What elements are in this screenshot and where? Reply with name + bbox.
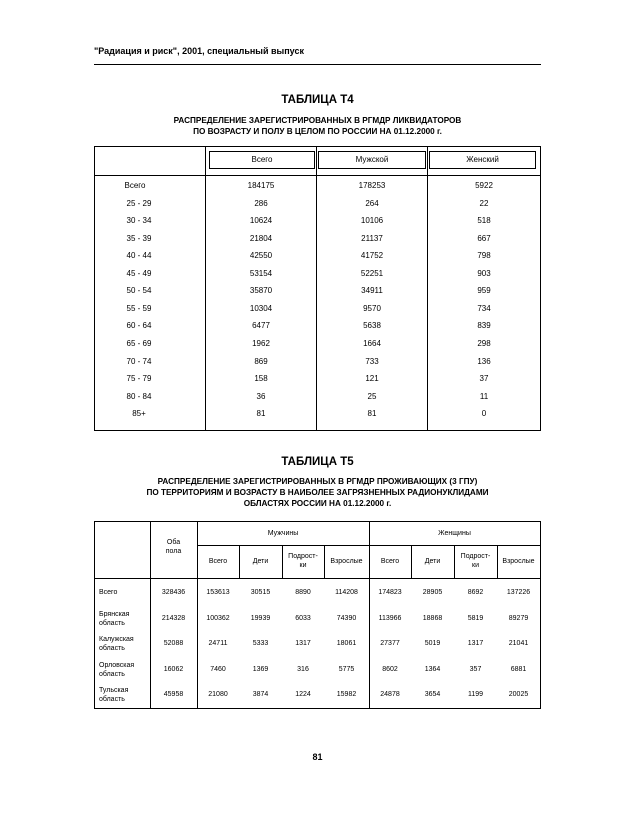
t4-table-row	[95, 317, 540, 335]
t4-table-row	[95, 353, 540, 371]
t4-row-label: 25 - 29	[126, 198, 152, 208]
t5-men-teen-header	[282, 552, 324, 570]
t5-table-cell: 5775	[338, 665, 355, 673]
t5-table-cell: 24711	[208, 640, 228, 648]
t4-cell-male: 34911	[361, 286, 383, 296]
t4-table-row	[95, 300, 540, 318]
t4-table	[94, 146, 541, 431]
t5-row-label-line: область	[99, 619, 125, 627]
t5-table-cell: 8890	[295, 589, 311, 596]
t5-subtitle-line: РАСПРЕДЕЛЕНИЕ ЗАРЕГИСТРИРОВАННЫХ В РГМДР ПРОЖИВАЮЩИХ (3 ГПУ)	[157, 477, 478, 486]
t4-cell-male: 10106	[360, 216, 384, 226]
t5-table-cell: 21041	[508, 640, 529, 648]
t4-cell-male: 81	[367, 409, 377, 419]
t5-both-sexes-header	[150, 538, 197, 556]
t4-table-row	[95, 195, 540, 213]
t5-row-label	[99, 635, 134, 653]
t5-title: ТАБЛИЦА Т5	[281, 456, 354, 468]
t5-table-cell: 114208	[335, 589, 358, 596]
t4-cell-female: 298	[477, 338, 491, 348]
t4-table-row	[95, 335, 540, 353]
t5-row-label-line: Орловская	[99, 661, 135, 669]
t5-table-cell: 316	[297, 665, 309, 673]
t5-subtitle-line: ОБЛАСТЯХ РОССИИ НА 01.12.2000 г.	[243, 499, 392, 508]
t5-table-cell: 1224	[295, 691, 311, 699]
t5-row-label-line: область	[99, 670, 125, 678]
t4-table-row	[95, 388, 540, 406]
t5-row-label-line: Всего	[99, 589, 118, 596]
t5-row-label	[99, 661, 134, 679]
t4-cell-female: 903	[477, 268, 491, 278]
t4-row-label: 35 - 39	[126, 233, 152, 243]
t4-table-row	[95, 265, 540, 283]
t4-cell-total: 869	[254, 356, 268, 366]
t4-cell-total: 10304	[249, 303, 273, 313]
t5-men-total-header: Всего	[208, 558, 228, 565]
t5-table-cell: 45958	[163, 691, 184, 699]
t5-table-cell: 3874	[252, 691, 269, 699]
t5-teen-line: ки	[472, 562, 479, 569]
t4-cell-total: 184175	[247, 181, 275, 190]
t5-table-cell: 214328	[161, 614, 186, 622]
t5-table-cell: 5819	[467, 614, 484, 622]
t5-men-adults-header: Взрослые	[330, 558, 363, 565]
t5-table-cell: 3654	[424, 691, 441, 699]
t5-table-cell: 28905	[422, 589, 443, 596]
t4-row-label: 40 - 44	[126, 251, 152, 261]
t5-table-cell: 19939	[250, 614, 271, 622]
t4-cell-total: 10624	[249, 216, 273, 226]
t5-table-cell: 5333	[252, 640, 269, 648]
t4-cell-female: 518	[477, 216, 491, 226]
t4-cell-total: 35870	[249, 286, 273, 296]
t5-table-cell: 113966	[378, 614, 402, 622]
t4-cell-female: 0	[481, 409, 487, 419]
t4-row-label: 75 - 79	[126, 374, 152, 384]
t4-row-label: 80 - 84	[126, 391, 152, 401]
t4-col-total: Всего	[209, 151, 315, 169]
t5-teen-line: ки	[299, 562, 307, 569]
t4-cell-male: 5638	[363, 321, 381, 331]
t5-table-cell: 1199	[467, 691, 484, 699]
t5-women-total-header: Всего	[380, 558, 400, 565]
t5-subtitle-line: ПО ТЕРРИТОРИЯМ И ВОЗРАСТУ В НАИБОЛЕЕ ЗАГРЯЗНЕННЫХ РАДИОНУКЛИДАМИ	[146, 488, 489, 497]
running-header: "Радиация и риск", 2001, специальный выпуск	[94, 46, 304, 56]
t5-table-cell: 100362	[206, 614, 230, 622]
t5-table-cell: 6881	[510, 665, 527, 673]
t4-cell-female: 5922	[475, 181, 493, 190]
t5-both-sexes-line: Оба	[166, 539, 181, 546]
t5-row-label-line: Калужская	[99, 636, 134, 644]
t5-row-label-line: Брянская	[99, 610, 130, 618]
t4-row-label: Всего	[124, 181, 146, 190]
t4-cell-female: 839	[477, 321, 491, 331]
t4-cell-male: 21137	[361, 233, 383, 243]
t5-men-header: Мужчины	[267, 530, 299, 537]
t5-row-label-line: область	[99, 696, 125, 704]
t5-table-cell: 153613	[206, 589, 230, 596]
t4-cell-male: 178253	[358, 181, 386, 190]
t5-both-sexes-line: пола	[165, 548, 182, 555]
t5-table-cell: 1317	[467, 640, 484, 648]
t5-table-cell: 21080	[208, 691, 228, 699]
t5-table-cell: 20025	[508, 691, 529, 699]
page-number: 81	[312, 752, 323, 762]
t4-cell-total: 36	[256, 391, 266, 401]
t4-col-male: Мужской	[318, 151, 426, 169]
t4-cell-female: 11	[479, 391, 489, 401]
t4-row-label: 55 - 59	[126, 303, 152, 313]
t5-table-cell: 7460	[210, 665, 226, 673]
t5-table-cell: 24878	[380, 691, 400, 699]
t4-cell-male: 121	[365, 374, 379, 384]
t4-cell-total: 158	[254, 374, 268, 384]
t4-cell-female: 667	[477, 233, 491, 243]
t5-rule	[197, 545, 540, 546]
t4-row-label: 70 - 74	[126, 356, 152, 366]
t4-cell-female: 734	[477, 303, 491, 313]
t5-table-cell: 5019	[424, 640, 441, 648]
t4-cell-female: 798	[477, 251, 491, 261]
t5-table-cell: 16062	[163, 665, 184, 673]
t5-row-label	[99, 588, 117, 597]
t5-teen-line: Подрост-	[460, 553, 491, 560]
t5-table-cell: 1369	[252, 665, 269, 673]
t5-row-label	[99, 610, 129, 628]
t4-row-label: 85+	[132, 409, 146, 419]
t4-cell-male: 52251	[360, 268, 384, 278]
t5-rule	[95, 578, 540, 579]
t4-cell-total: 6477	[252, 321, 270, 331]
t4-table-row	[95, 282, 540, 300]
t4-table-row	[95, 405, 540, 423]
t5-table-cell: 328436	[161, 589, 186, 596]
t4-row-label: 50 - 54	[126, 286, 152, 296]
t4-subtitle-line: РАСПРЕДЕЛЕНИЕ ЗАРЕГИСТРИРОВАННЫХ В РГМДР ЛИКВИДАТОРОВ	[173, 116, 462, 125]
t4-cell-total: 21804	[249, 233, 273, 243]
t4-cell-total: 1962	[252, 338, 270, 348]
t5-table-cell: 8692	[467, 589, 484, 596]
t5-table-cell: 357	[469, 665, 482, 673]
t4-subtitle	[94, 115, 541, 137]
t4-cell-total: 42550	[249, 251, 273, 261]
t4-title: ТАБЛИЦА Т4	[281, 94, 354, 106]
t4-cell-female: 959	[477, 286, 491, 296]
t5-table-cell: 89279	[508, 614, 529, 622]
t5-table-cell: 1317	[295, 640, 311, 648]
t4-cell-female: 37	[479, 374, 489, 384]
t5-table-cell: 8602	[382, 665, 398, 673]
t4-cell-male: 733	[365, 356, 379, 366]
t5-row-label	[99, 686, 128, 704]
t5-row-label-line: область	[99, 645, 125, 653]
t4-cell-female: 22	[479, 198, 489, 208]
t4-cell-total: 286	[254, 198, 268, 208]
t4-table-row	[95, 247, 540, 265]
t4-table-row	[95, 212, 540, 230]
t5-teen-line: Подрост-	[288, 553, 318, 560]
t5-table-cell: 1364	[424, 665, 441, 673]
t4-subtitle-line: ПО ВОЗРАСТУ И ПОЛУ В ЦЕЛОМ ПО РОССИИ НА 01.12.2000 г.	[193, 127, 442, 136]
t4-col-female: Женский	[429, 151, 536, 169]
t4-cell-total: 81	[256, 409, 266, 419]
t4-cell-female: 136	[477, 356, 491, 366]
t4-cell-male: 264	[365, 198, 379, 208]
t5-subtitle	[94, 476, 541, 509]
t5-women-adults-header: Взрослые	[502, 558, 535, 565]
t5-table	[94, 521, 541, 709]
t5-table-cell: 18061	[336, 640, 357, 648]
t5-table-cell: 30515	[250, 589, 271, 596]
t5-table-cell: 15982	[336, 691, 357, 699]
t5-women-children-header: Дети	[424, 558, 441, 565]
t5-table-cell: 27377	[380, 640, 400, 648]
t5-table-cell: 18868	[422, 614, 443, 622]
t4-row-label: 30 - 34	[126, 216, 152, 226]
t5-table-cell: 6033	[295, 614, 311, 622]
t4-table-row	[95, 230, 540, 248]
t5-row-label-line: Тульская	[99, 687, 129, 695]
t5-table-cell: 174823	[378, 589, 402, 596]
t4-cell-male: 41752	[360, 251, 384, 261]
t5-table-cell: 74390	[336, 614, 357, 622]
t4-table-row	[95, 177, 540, 195]
t5-men-children-header: Дети	[252, 558, 269, 565]
t4-row-label: 65 - 69	[126, 338, 152, 348]
t5-women-teen-header	[454, 552, 497, 570]
t4-cell-male: 25	[367, 391, 377, 401]
t5-table-cell: 137226	[506, 589, 531, 596]
t4-header-row	[95, 147, 540, 176]
t5-table-cell: 52088	[163, 640, 184, 648]
t4-row-label: 45 - 49	[126, 268, 152, 278]
t4-row-label: 60 - 64	[126, 321, 152, 331]
t4-table-row	[95, 370, 540, 388]
header-rule	[94, 64, 541, 65]
t4-cell-total: 53154	[249, 268, 273, 278]
t4-cell-male: 1664	[363, 338, 381, 348]
t5-women-header: Женщины	[438, 530, 471, 537]
t4-cell-male: 9570	[363, 303, 381, 313]
